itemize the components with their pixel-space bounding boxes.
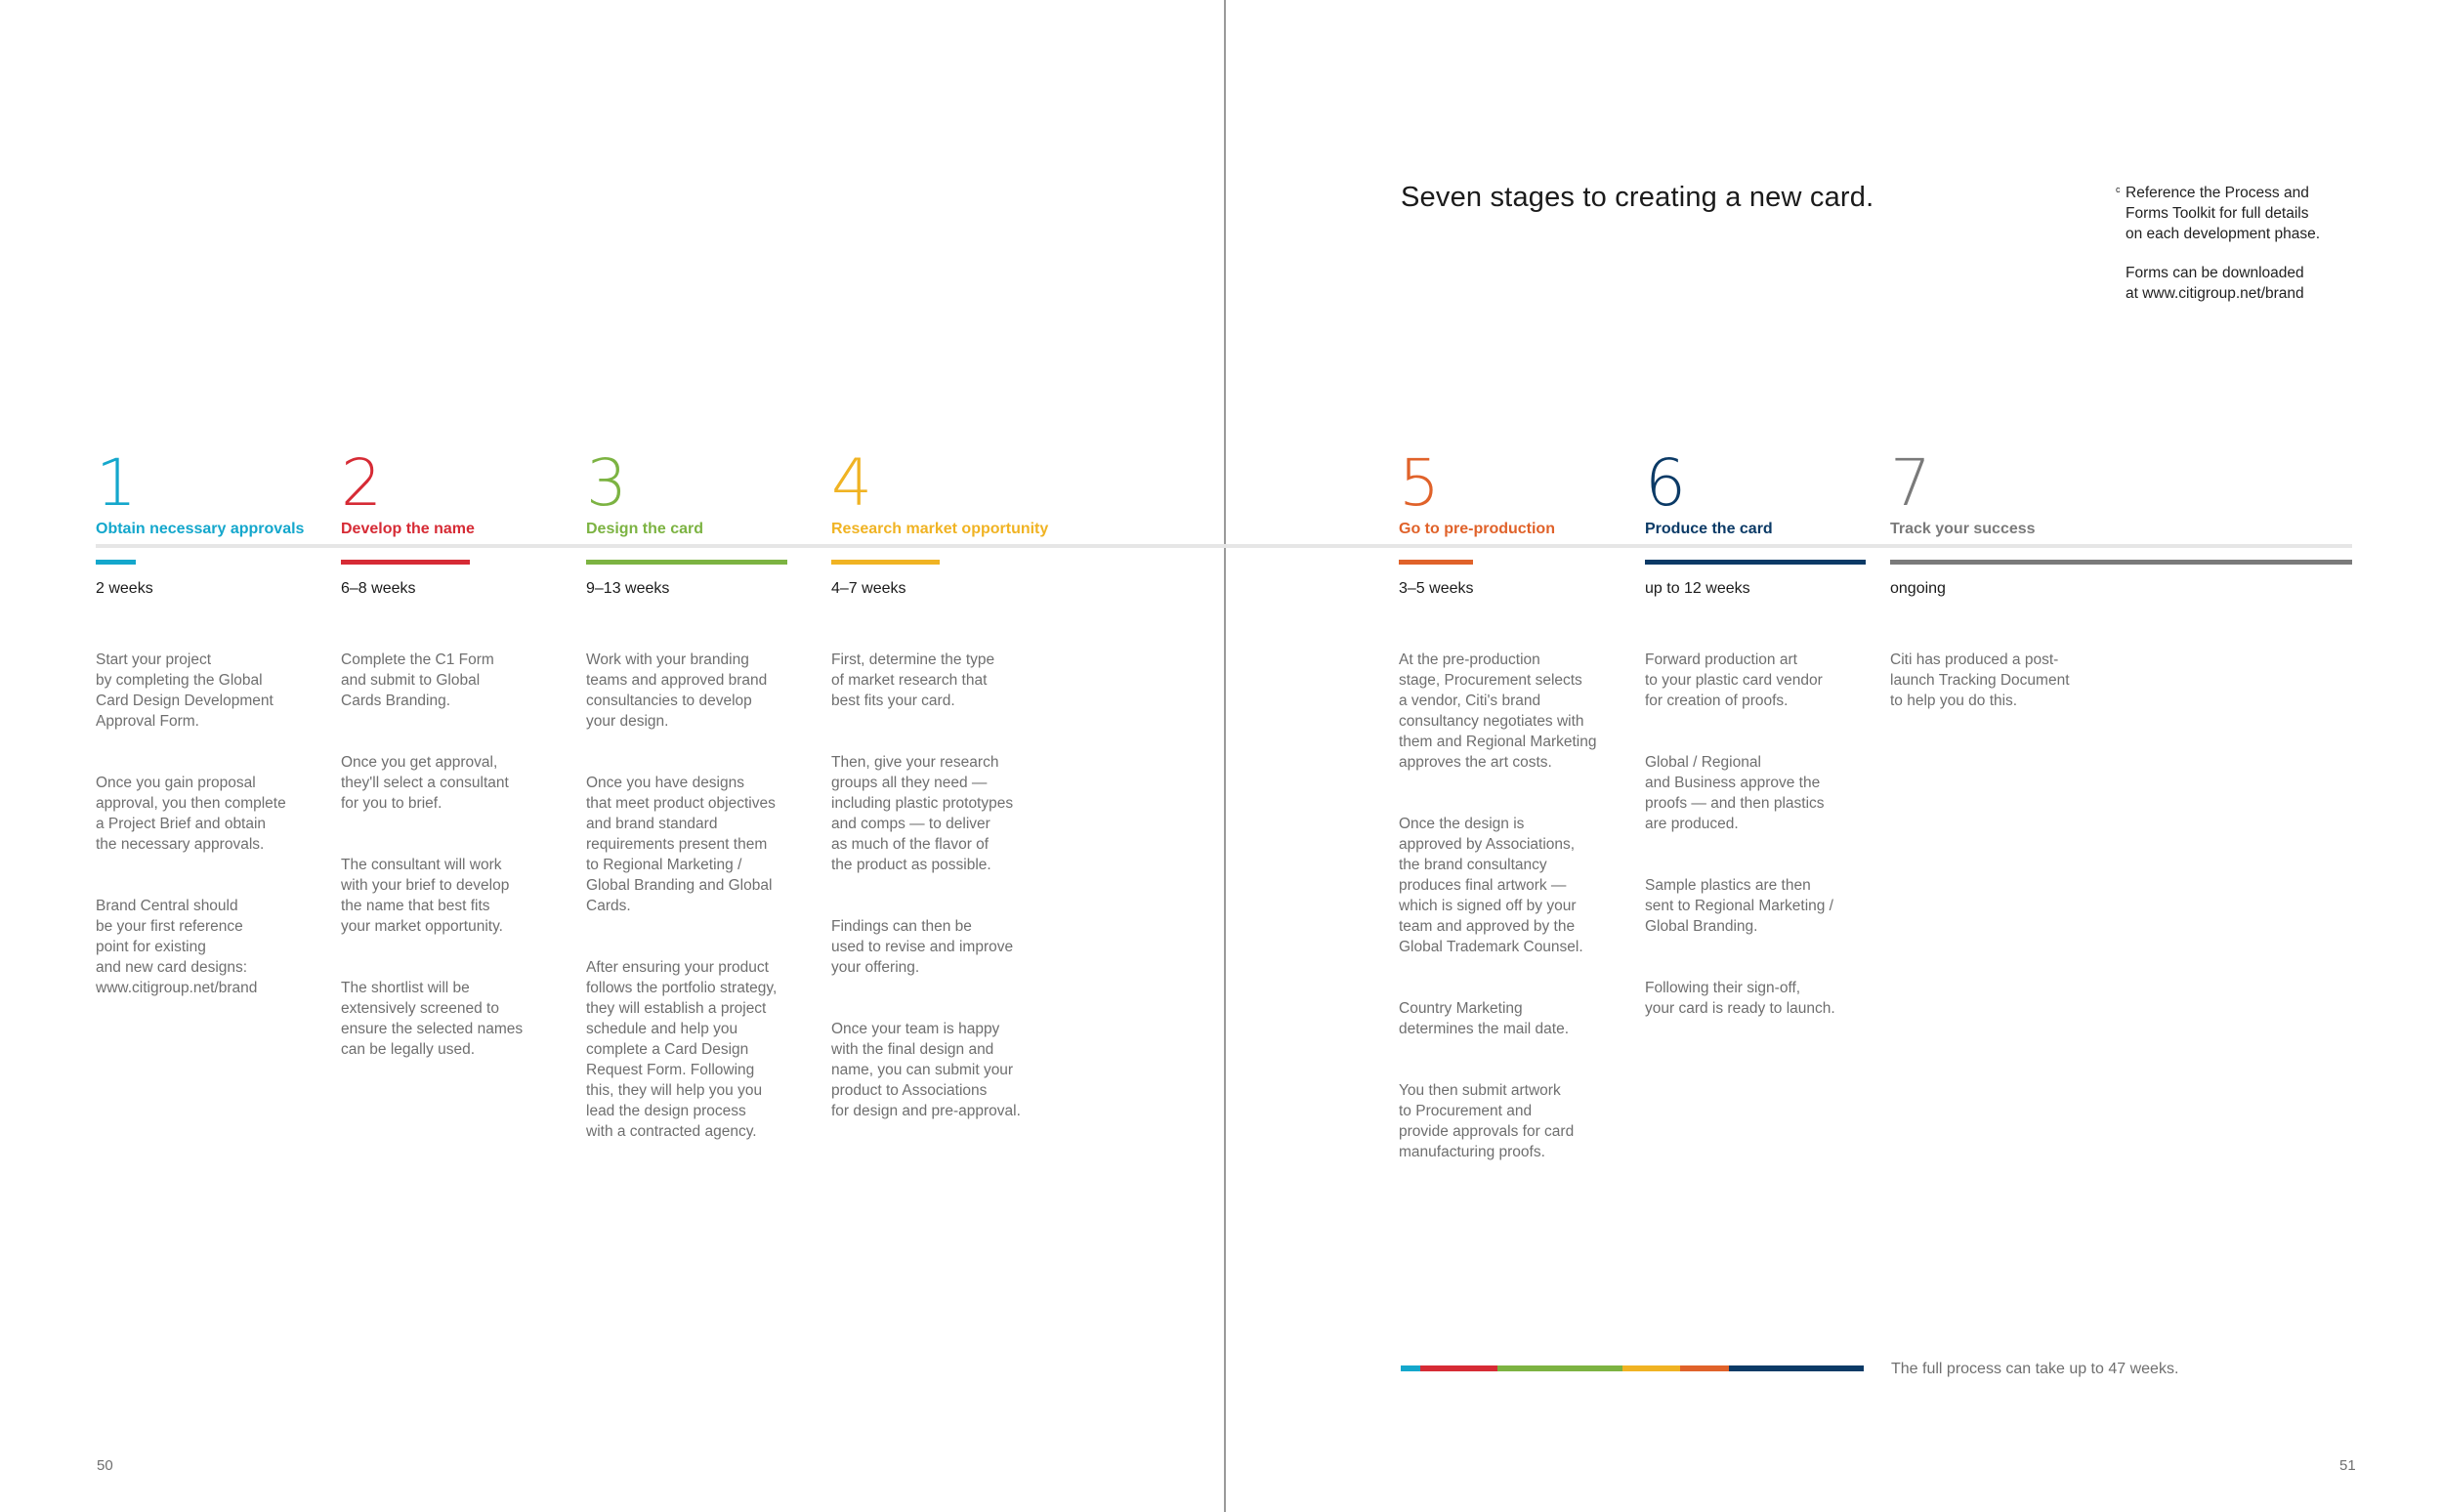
stage-duration: 9–13 weeks: [586, 580, 670, 597]
stage-paragraph: Once your team is happy with the final design and name, you can submit your product to Associations for design and pre-approval.: [831, 1021, 1021, 1119]
stage-paragraph: Citi has produced a post- launch Tracking Document to help you do this.: [1890, 651, 2070, 709]
stage-bar: [831, 560, 940, 565]
reference-mark: c: [2116, 185, 2121, 194]
stage-column-6: [1645, 445, 1879, 1060]
total-segment-stage-4: [1622, 1365, 1680, 1371]
stage-title: Research market opportunity: [831, 521, 1049, 537]
stage-bar: [96, 560, 136, 565]
stage-title: Produce the card: [1645, 521, 1773, 537]
stage-paragraph: Findings can then be used to revise and improve your offering.: [831, 918, 1014, 976]
stage-number: 4: [831, 445, 870, 521]
stage-description: [831, 629, 1066, 1162]
stage-column-3: [586, 445, 821, 1183]
stage-duration: 4–7 weeks: [831, 580, 906, 597]
stage-paragraph: After ensuring your product follows the portfolio strategy, they will establish a project schedule and help you complete a Card Design Request Form. Following this, they will help you you lead the design process with a contracted agency.: [586, 959, 778, 1140]
stage-paragraph: Once the design is approved by Associations, the brand consultancy produces final artwork — which is signed off by your team and approved by the Global Trademark Counsel.: [1399, 816, 1583, 955]
total-segment-stage-6: [1729, 1365, 1864, 1371]
page-headline: Seven stages to creating a new card.: [1401, 182, 1874, 213]
stage-paragraph: Sample plastics are then sent to Regional Marketing / Global Branding.: [1645, 877, 1833, 935]
stage-paragraph: Start your project by completing the Global Card Design Development Approval Form.: [96, 651, 274, 730]
stage-paragraph: Brand Central should be your first reference point for existing and new card designs: www.citigroup.net/brand: [96, 898, 258, 996]
reference-note-toolkit: Reference the Process and Forms Toolkit for full details on each development phase.: [2126, 185, 2321, 242]
stage-paragraph: Once you have designs that meet product objectives and brand standard requirements present them to Regional Marketing / Global Branding and Global Cards.: [586, 775, 776, 914]
stage-bar: [341, 560, 470, 565]
stage-bar: [1645, 560, 1866, 565]
stage-bar: [1890, 560, 2352, 565]
stage-title: Obtain necessary approvals: [96, 521, 305, 537]
stage-bar: [586, 560, 787, 565]
stage-duration: ongoing: [1890, 580, 1946, 597]
stage-description: [1890, 629, 2125, 752]
stage-number: 1: [96, 445, 135, 521]
reference-note: [2116, 183, 2379, 322]
page-number-right: 51: [2339, 1457, 2356, 1474]
stage-description: [586, 629, 821, 1183]
stage-bar: [1399, 560, 1473, 565]
stage-number: 7: [1890, 445, 1929, 521]
stage-duration: 3–5 weeks: [1399, 580, 1474, 597]
stage-duration: 2 weeks: [96, 580, 153, 597]
stage-description: [1399, 629, 1633, 1203]
stage-paragraph: Forward production art to your plastic card vendor for creation of proofs.: [1645, 651, 1823, 709]
stage-paragraph: Once you gain proposal approval, you then complete a Project Brief and obtain the necessary approvals.: [96, 775, 286, 853]
total-segment-stage-2: [1420, 1365, 1497, 1371]
stage-number: 5: [1399, 445, 1438, 521]
page-number-left: 50: [97, 1457, 113, 1474]
stage-paragraph: The shortlist will be extensively screened to ensure the selected names can be legally used.: [341, 980, 524, 1058]
total-segment-stage-3: [1497, 1365, 1622, 1371]
stage-description: [341, 629, 575, 1101]
total-segment-stage-5: [1680, 1365, 1728, 1371]
stage-description: [96, 629, 330, 1039]
stage-paragraph: You then submit artwork to Procurement and provide approvals for card manufacturing proofs.: [1399, 1082, 1575, 1160]
stage-column-4: [831, 445, 1066, 1162]
stage-description: [1645, 629, 1879, 1060]
total-duration-bar: [1401, 1365, 1864, 1371]
stage-paragraph: First, determine the type of market research that best fits your card.: [831, 651, 995, 709]
stage-column-2: [341, 445, 575, 1101]
stage-number: 6: [1645, 445, 1684, 521]
stage-paragraph: Then, give your research groups all they need — including plastic prototypes and comps — to deliver as much of the flavor of the product as possible.: [831, 754, 1014, 873]
stage-column-1: [96, 445, 330, 1039]
reference-note-download: Forms can be downloaded at www.citigroup.net/brand: [2126, 265, 2304, 302]
stage-paragraph: Following their sign-off, your card is ready to launch.: [1645, 980, 1835, 1017]
stage-title: Design the card: [586, 521, 704, 537]
stage-title: Go to pre-production: [1399, 521, 1555, 537]
stage-title: Track your success: [1890, 521, 2036, 537]
stage-paragraph: Once you get approval, they'll select a consultant for you to brief.: [341, 754, 509, 812]
page-spine: [1224, 0, 1226, 1512]
stage-column-7: [1890, 445, 2125, 752]
stage-paragraph: Global / Regional and Business approve the proofs — and then plastics are produced.: [1645, 754, 1825, 832]
stage-column-5: [1399, 445, 1633, 1203]
stage-paragraph: Work with your branding teams and approved brand consultancies to develop your design.: [586, 651, 768, 730]
total-duration-note: The full process can take up to 47 weeks.: [1891, 1361, 2179, 1377]
stage-paragraph: Country Marketing determines the mail date.: [1399, 1000, 1570, 1037]
stage-paragraph: The consultant will work with your brief to develop the name that best fits your market opportunity.: [341, 857, 510, 935]
stage-duration: 6–8 weeks: [341, 580, 416, 597]
stage-number: 3: [586, 445, 625, 521]
stage-title: Develop the name: [341, 521, 475, 537]
stage-paragraph: Complete the C1 Form and submit to Global Cards Branding.: [341, 651, 494, 709]
stage-duration: up to 12 weeks: [1645, 580, 1750, 597]
total-segment-stage-1: [1401, 1365, 1420, 1371]
stage-number: 2: [341, 445, 380, 521]
stage-paragraph: At the pre-production stage, Procurement selects a vendor, Citi's brand consultancy negotiates with them and Regional Marketing approves the art costs.: [1399, 651, 1597, 771]
